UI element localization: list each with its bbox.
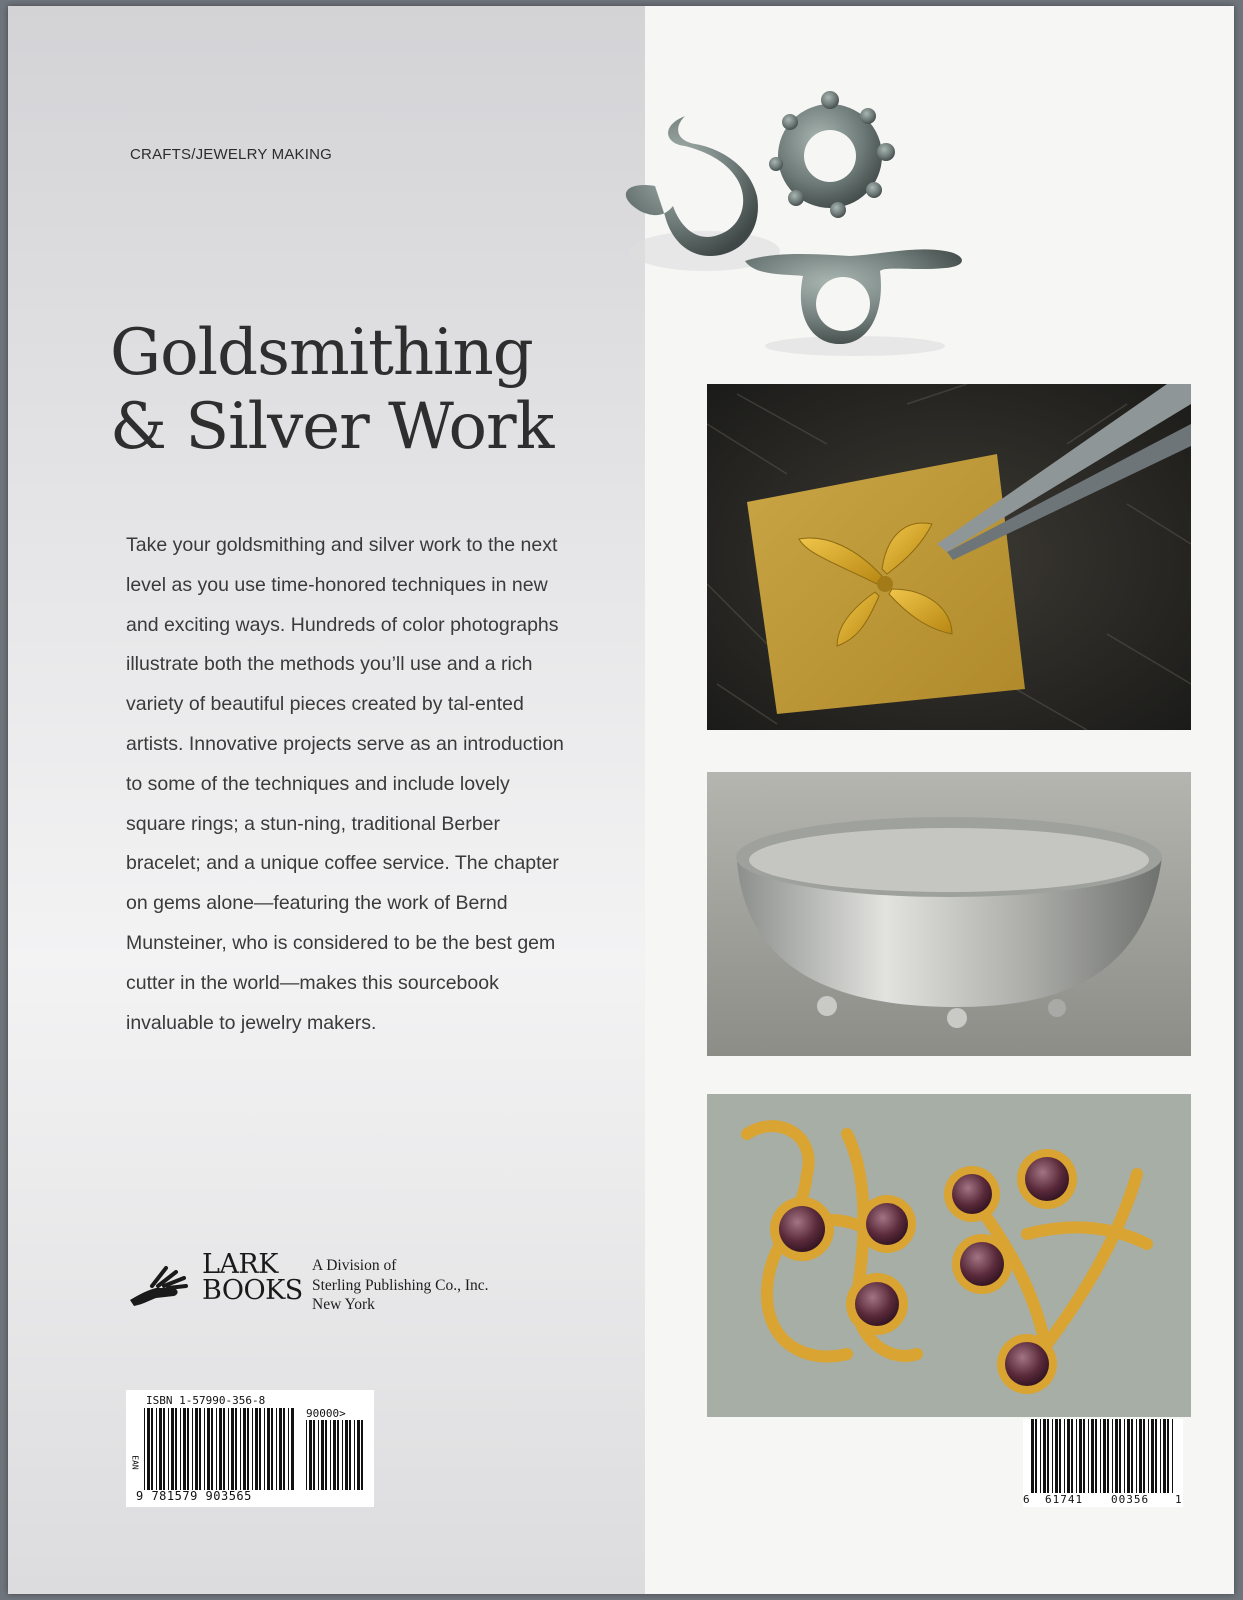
barcode-bar [1172, 1419, 1173, 1493]
barcode-bar [1055, 1419, 1058, 1493]
wordmark-line-1: LARK [202, 1249, 278, 1280]
barcode-bar [1091, 1419, 1094, 1493]
barcode-bar [144, 1408, 145, 1490]
barcode-bar [1151, 1419, 1154, 1493]
barcode-bar [283, 1408, 285, 1490]
barcode-bar [1064, 1419, 1065, 1493]
barcode-bar [313, 1420, 315, 1490]
barcode-bar [195, 1408, 198, 1490]
barcode-bar [1155, 1419, 1157, 1493]
barcode-bar [264, 1408, 265, 1490]
barcode-bar [271, 1408, 273, 1490]
barcode-bar [1067, 1419, 1070, 1493]
barcode-bar [192, 1408, 193, 1490]
barcode-bar [276, 1408, 277, 1490]
barcode-bar [342, 1420, 343, 1490]
barcode-bar [1071, 1419, 1073, 1493]
barcode-bar [199, 1408, 201, 1490]
barcode-bar [259, 1408, 261, 1490]
barcode-bar [1103, 1419, 1106, 1493]
barcode-bar [1124, 1419, 1125, 1493]
barcode-bar [1131, 1419, 1133, 1493]
gold-earrings-photo [707, 1094, 1191, 1417]
barcode-bar [211, 1408, 213, 1490]
barcode-bar [349, 1420, 351, 1490]
barcode-bar [361, 1420, 363, 1490]
barcode-bar [1139, 1419, 1142, 1493]
barcode-bar [354, 1420, 355, 1490]
barcode-bar [321, 1420, 324, 1490]
category-label: CRAFTS/JEWELRY MAKING [130, 146, 333, 163]
lark-hand-logo-icon [126, 1260, 188, 1308]
barcode-bar [1127, 1419, 1130, 1493]
barcode-bar [345, 1420, 348, 1490]
barcode-bar [1047, 1419, 1049, 1493]
barcode-bar [1160, 1419, 1161, 1493]
barcode-bar [1040, 1419, 1041, 1493]
barcode-bar [279, 1408, 282, 1490]
barcode-bar [1100, 1419, 1101, 1493]
ean-digits: 9 781579 903565 [136, 1489, 252, 1503]
isbn-number: ISBN 1-57990-356-8 [146, 1394, 266, 1407]
barcode-bar [228, 1408, 229, 1490]
ean-label: EAN [130, 1455, 140, 1470]
barcode-bar [337, 1420, 339, 1490]
barcode-bar [1143, 1419, 1145, 1493]
publisher-division [312, 1256, 489, 1315]
left-panel [8, 6, 645, 1594]
barcode-bar [247, 1408, 249, 1490]
rings-photo [585, 86, 1005, 356]
barcode-bar [240, 1408, 241, 1490]
barcode-bar [180, 1408, 181, 1490]
barcode-bar [291, 1408, 294, 1490]
title-line-1: Goldsmithing [110, 316, 533, 390]
barcode-bar [204, 1408, 205, 1490]
barcode-bar [318, 1420, 319, 1490]
barcode-bar [1112, 1419, 1113, 1493]
barcode-bar [1083, 1419, 1085, 1493]
barcode-bar [1088, 1419, 1089, 1493]
barcode-bar [163, 1408, 165, 1490]
division-line-1: A Division of [312, 1257, 397, 1274]
silver-bowl-photo [707, 772, 1191, 1056]
barcode-bar [175, 1408, 177, 1490]
addon-bars [306, 1420, 366, 1490]
barcode-bar [216, 1408, 217, 1490]
barcode-bar [235, 1408, 237, 1490]
barcode-bar [219, 1408, 222, 1490]
price-code: 90000> [306, 1407, 346, 1420]
upc-left-digits: 61741 [1045, 1493, 1084, 1506]
barcode-bar [1031, 1419, 1034, 1493]
barcode-bar [156, 1408, 157, 1490]
barcode-bar [147, 1408, 150, 1490]
barcode-bar [330, 1420, 331, 1490]
barcode-bar [1095, 1419, 1097, 1493]
barcode-bar [1059, 1419, 1061, 1493]
division-line-2: Sterling Publishing Co., Inc. [312, 1276, 489, 1294]
book-title [110, 316, 630, 464]
gold-brooch-photo [707, 384, 1191, 730]
barcode-bar [333, 1420, 336, 1490]
barcode-bar [1148, 1419, 1149, 1493]
barcode-bar [309, 1420, 312, 1490]
barcode-bar [1052, 1419, 1053, 1493]
barcode-bar [1035, 1419, 1037, 1493]
barcode-bar [168, 1408, 169, 1490]
barcode-bar [1079, 1419, 1082, 1493]
wordmark-line-2: BOOKS [202, 1275, 303, 1306]
isbn-barcode [126, 1390, 374, 1507]
barcode-bar [159, 1408, 162, 1490]
barcode-bar [207, 1408, 210, 1490]
barcode-bar [1163, 1419, 1166, 1493]
barcode-bar [223, 1408, 225, 1490]
barcode-bar [231, 1408, 234, 1490]
barcode-bar [357, 1420, 360, 1490]
barcode-bar [187, 1408, 189, 1490]
upc-barcode [1023, 1419, 1183, 1507]
barcode-bar [1076, 1419, 1077, 1493]
barcode-bar [243, 1408, 246, 1490]
description-blurb: Take your goldsmithing and silver work to the next level as you use time-honored techniques in new and exciting ways. Hundreds of color photographs illustrate both the methods you’ll use and a rich variety of beautiful pieces created by tal-ented artists. Innovative projects serve as an introduction to some of the techniques and include lovely square rings; a stun-ning, traditional Berber bracelet; and a unique coffee service. The chapter on gems alone—featuring the work of Bernd Munsteiner, who is considered to be the best gem cutter in the world—makes this sourcebook invaluable to jewelry makers. [126, 534, 564, 1034]
title-line-2: & Silver Work [110, 390, 554, 464]
barcode-bar [183, 1408, 186, 1490]
publisher-block [126, 1249, 526, 1322]
lark-books-wordmark [202, 1249, 303, 1306]
ean-bars [144, 1408, 294, 1490]
barcode-bar [252, 1408, 253, 1490]
barcode-bar [267, 1408, 270, 1490]
barcode-bar [306, 1420, 307, 1490]
barcode-bar [1107, 1419, 1109, 1493]
barcode-bar [1167, 1419, 1169, 1493]
barcode-bar [1136, 1419, 1137, 1493]
upc-check-digit: 1 [1175, 1493, 1182, 1506]
upc-lead-digit: 6 [1023, 1493, 1030, 1506]
barcode-bar [1043, 1419, 1046, 1493]
barcode-bar [151, 1408, 153, 1490]
right-panel [645, 6, 1234, 1594]
book-back-cover [8, 6, 1234, 1594]
barcode-bar [255, 1408, 258, 1490]
barcode-bar [171, 1408, 174, 1490]
barcode-bar [288, 1408, 289, 1490]
barcode-bar [1115, 1419, 1118, 1493]
barcode-bar [325, 1420, 327, 1490]
upc-right-digits: 00356 [1111, 1493, 1150, 1506]
upc-bars [1031, 1419, 1177, 1493]
division-line-3: New York [312, 1296, 375, 1313]
barcode-bar [1119, 1419, 1121, 1493]
